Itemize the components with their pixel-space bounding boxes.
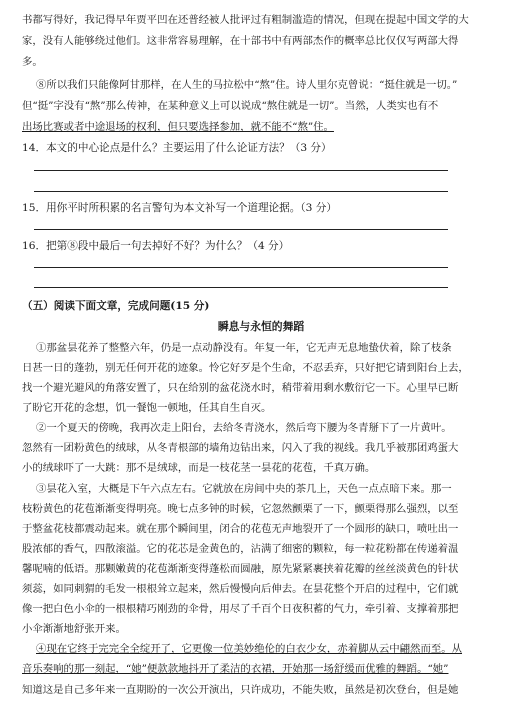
article-line: 馨呢喃的低语。那颗嫩黄的花苞渐渐变得蓬松而圆融，原先紧紧裹挟着花瓣的丝丝淡黄色的针状: [22, 563, 459, 575]
article-line: 像一把白色小伞的一根根精巧刚劲的伞骨，用尽了千百个日夜积蓄的气力，牵引着、支撑着那把: [22, 603, 459, 615]
article-title: 瞬息与永恒的舞蹈: [217, 320, 305, 333]
article-line: 枝粉黄色的花苞渐渐变得明亮。晚七点多钟的时候，它忽然颤栗了一下，颤栗得那么强烈，以至: [22, 503, 459, 515]
article-line: 找一个避光避风的角落安置了，只在给别的盆花浇水时，稍带着用剩水敷衍它一下。心里早已断: [22, 382, 459, 394]
passage-line: 多。: [22, 56, 43, 68]
article-line: 了盼它开花的念想，饥一餐饱一顿地，任其自生自灭。: [22, 402, 272, 414]
passage-line: 书都写得好，我记得早年贾平凹在还普经被人批评过有粗制滥造的情况，但现在提起中国文学的大: [22, 14, 469, 26]
question-15: 15．用你平时所积累的名言警句为本文补写一个道理论据。（3 分）: [22, 202, 337, 214]
paragraph-8-line: ⑧所以我们只能像阿甘那样，在人生的马拉松中“熬”住。诗人里尔克曾说：“挺住就是一切。”: [36, 79, 458, 91]
article-underlined-line: 音乐奏响的那一刻起，“她”便款款地抖开了柔洁的衣裙，开始那一场舒缓而优雅的舞蹈。“她”: [22, 663, 449, 675]
article-line: ②一个夏天的傍晚，我再次走上阳台，去给冬青浇水，然后弯下腰为冬青掰下了一片黄叶。: [36, 422, 452, 434]
paragraph-8-line: 但“挺”字没有“熬”那么传神，在某种意义上可以说成“熬住就是一切”。当然，人类实也有不: [22, 100, 439, 112]
passage-line: 家，没有人能够绕过他们。这非常容易理解，在十部书中有两部杰作的概率总比仅仅写两部大得: [22, 35, 459, 47]
paragraph-8-underlined-line: 出场比赛或者中途退场的权利，但只要选择参加，就不能不“熬”住。: [22, 121, 334, 133]
article-line: 于整盆花枝都震动起来。就在那个瞬间里，闭合的花苞无声地裂开了一个圆形的缺口，喷吐出一: [22, 523, 459, 535]
article-underlined-line: ④现在它终于完完全全绽开了，它更像一位美妙绝伦的白衣少女，赤着脚从云中翩然而至。从: [36, 643, 463, 655]
answer-line: [34, 267, 448, 268]
article-line: ③昙花入室，大概是下午六点左右。它就放在房间中央的茶几上，天色一点点暗下来。那一: [36, 483, 452, 495]
answer-line: [34, 191, 448, 192]
article-line: 日甚一日的蓬勃，别无任何开花的迹象。怜它好歹是个生命，不忍丢弃，只好把它请到阳台上去，: [22, 362, 469, 374]
article-line: ①那盆昙花养了整整六年，仍是一点动静没有。年复一年，它无声无息地蛰伏着，除了枝条: [36, 342, 452, 354]
article-line: 忽然有一团粉黄色的绒球，从冬青根部的墙角边钻出来，闪入了我的视线。我几乎被那团鸡蛋大: [22, 442, 459, 454]
section-heading: （五）阅读下面文章，完成问题(15 分): [22, 300, 210, 312]
question-16: 16．把第⑧段中最后一句去掉好不好？为什么？（4 分）: [22, 240, 290, 252]
answer-line: [34, 229, 448, 230]
question-14: 14．本文的中心论点是什么？主要运用了什么论证方法？（3 分）: [22, 142, 332, 154]
article-line: 须蕊，如同刺猬的毛发一根根耸立起来，然后慢慢向后伸去。在昙花整个开启的过程中，它们就: [22, 583, 459, 595]
article-line: 知道这是自己多年来一直期盼的一次公开演出，只许成功，不能失败，虽然是初次登台，但是她: [22, 684, 459, 696]
answer-line: [34, 170, 448, 171]
article-line: 股浓郁的香气，四散滚溢。它的花芯是金黄色的，沾满了细密的颗粒，每一粒花粉都在传递着温: [22, 543, 459, 555]
article-line: 小伞渐渐地舒张开来。: [22, 623, 126, 635]
answer-line: [34, 287, 448, 288]
article-line: 小的绒球吓了一大跳：那不是绒球，而是一枝花茎一昙花的花苞，千真万确。: [22, 462, 376, 474]
